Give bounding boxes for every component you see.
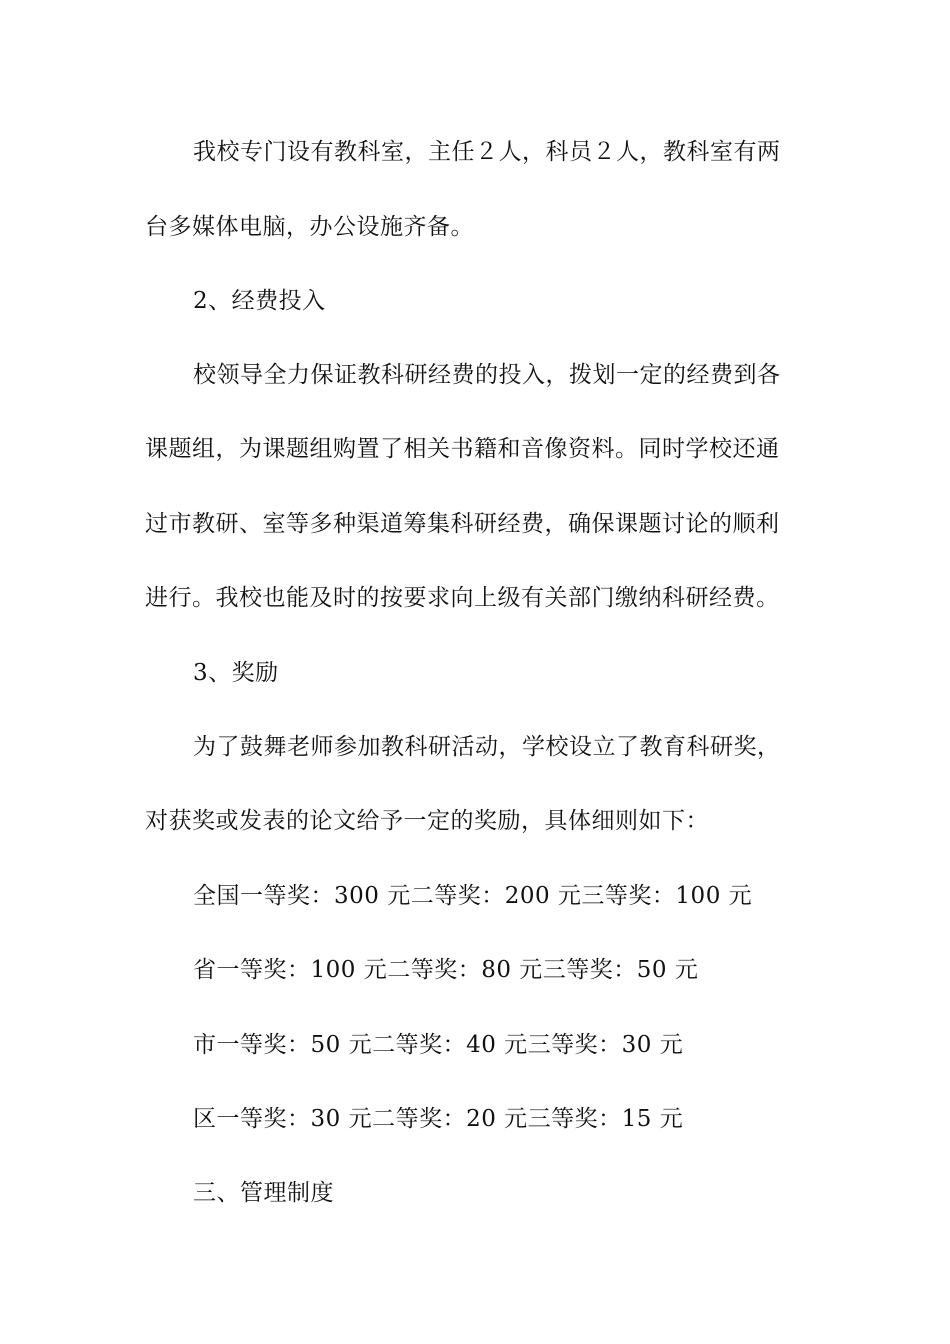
award-line-city: 市一等奖：50 元二等奖：40 元三等奖：30 元: [193, 1032, 684, 1058]
paragraph-line: 我校专门设有教科室，主任２人，科员２人，教科室有两: [193, 139, 781, 165]
paragraph-line: 为了鼓舞老师参加教科研活动，学校设立了教育科研奖，: [193, 734, 781, 760]
award-line-district: 区一等奖：30 元二等奖：20 元三等奖：15 元: [193, 1106, 684, 1132]
paragraph-line: 课题组，为课题组购置了相关书籍和音像资料。同时学校还通: [145, 436, 780, 462]
section-heading: 2、经费投入: [193, 288, 326, 314]
section-heading: 三、管理制度: [193, 1180, 334, 1206]
award-line-province: 省一等奖：100 元二等奖：80 元三等奖：50 元: [193, 957, 699, 983]
paragraph-line: 过市教研、室等多种渠道筹集科研经费，确保课题讨论的顺利: [145, 511, 780, 537]
paragraph-line: 校领导全力保证教科研经费的投入，拨划一定的经费到各: [193, 362, 781, 388]
paragraph-line: 台多媒体电脑，办公设施齐备。: [145, 214, 474, 240]
paragraph-line: 对获奖或发表的论文给予一定的奖励，具体细则如下：: [145, 808, 709, 834]
paragraph-line: 进行。我校也能及时的按要求向上级有关部门缴纳科研经费。: [145, 585, 780, 611]
award-line-national: 全国一等奖：300 元二等奖：200 元三等奖：100 元: [193, 883, 753, 909]
section-heading: 3、奖励: [193, 660, 279, 686]
